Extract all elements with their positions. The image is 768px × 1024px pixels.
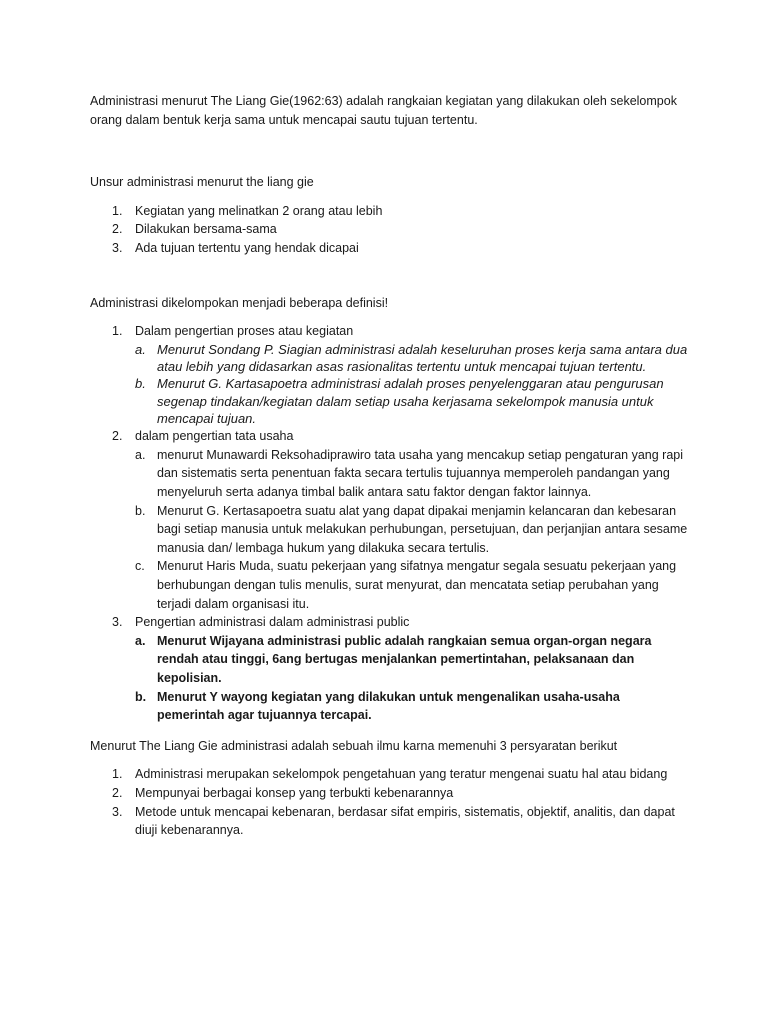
sublist-item-text: Menurut G. Kartasapoetra administrasi adalah proses penyelenggaran atau pengurusan segenap tindakan/kegiatan dalam setiap usaha kerjasama sekelompok manusia untuk mencapai tujuan. [157, 376, 664, 426]
unsur-list [90, 202, 690, 258]
sublist-item [135, 632, 690, 688]
list-item [90, 784, 690, 803]
sublist-public [135, 632, 690, 725]
list-item [90, 202, 690, 221]
document-page [90, 92, 690, 840]
sublist-item-text: Menurut Haris Muda, suatu pekerjaan yang sifatnya mengatur segala sesuatu pekerjaan yang berhubungan dengan tulis menulis, surat menyurat, dan mencatata setiap perubahan yang terjadi dalam organisasi itu. [157, 559, 677, 611]
unsur-heading: Unsur administrasi menurut the liang gie [90, 175, 314, 190]
list-number: 1. [112, 324, 123, 339]
list-item-text: dalam pengertian tata usaha [135, 429, 294, 444]
ilmu-list [90, 765, 690, 839]
list-item-text: Metode untuk mencapai kebenaran, berdasar sifat empiris, sistematis, objektif, analitis, dan dapat diuji kebenarannya. [135, 804, 675, 838]
sublist-item-text: Menurut Y wayong kegiatan yang dilakukan untuk mengenalikan usaha-usaha pemerintah agar tujuannya tercapai. [157, 689, 620, 723]
list-item-text: Mempunyai berbagai konsep yang terbukti kebenarannya [135, 785, 454, 800]
sublist-letter: a. [135, 633, 146, 648]
list-number: 3. [112, 240, 123, 255]
list-number: 1. [112, 203, 123, 218]
sublist-item [135, 557, 690, 613]
list-item-text: Kegiatan yang melinatkan 2 orang atau lebih [135, 203, 383, 218]
sublist-item [135, 341, 690, 376]
sublist-item [135, 502, 690, 558]
sublist-letter: c. [135, 559, 145, 574]
sublist-item [135, 375, 690, 427]
list-item-text: Dalam pengertian proses atau kegiatan [135, 324, 354, 339]
list-item [90, 239, 690, 258]
list-item-text: Ada tujuan tertentu yang hendak dicapai [135, 240, 359, 255]
list-number: 3. [112, 804, 123, 819]
sublist-item [135, 688, 690, 725]
list-number: 3. [112, 615, 123, 630]
sublist-item [135, 446, 690, 502]
sublist-letter: a. [135, 341, 146, 357]
sublist-item-text: Menurut G. Kertasapoetra suatu alat yang dapat dipakai menjamin kelancaran dan kebesaran bagi setiap manusia untuk melakukan perhubungan, persetujuan, dan perjanjian antara sesame manusia dan/ lembaga hukum yang dilakuka secara tertulis. [157, 503, 688, 555]
sublist-item-text: menurut Munawardi Reksohadiprawiro tata usaha yang mencakup setiap pengaturan yang rapi dan sistematis serta penentuan fakta secara tertulis tujuannya memperoleh pandangan yang menyeluruh serta adanya timbal balik antara satu faktor dengan faktor lainnya. [157, 447, 684, 500]
sublist-letter: a. [135, 447, 146, 462]
list-number: 2. [112, 429, 123, 444]
list-item [90, 613, 690, 725]
list-item [90, 803, 690, 840]
sublist-item-text: Menurut Wijayana administrasi public adalah rangkaian semua organ-organ negara rendah atau tinggi, 6ang bertugas menjalankan pemertintahan, pelaksanaan dan kepolisian. [157, 633, 652, 685]
list-item [90, 220, 690, 239]
list-item-text: Dilakukan bersama-sama [135, 222, 277, 237]
sublist-letter: b. [135, 503, 146, 518]
list-item [90, 322, 690, 427]
sublist-letter: b. [135, 376, 146, 392]
list-number: 1. [112, 767, 123, 782]
list-number: 2. [112, 222, 123, 237]
definisi-heading: Administrasi dikelompokan menjadi beberapa definisi! [90, 295, 389, 310]
sublist-tata-usaha [135, 446, 690, 613]
list-item [90, 765, 690, 784]
list-item-text: Administrasi merupakan sekelompok pengetahuan yang teratur mengenai suatu hal atau bidang [135, 767, 668, 782]
sublist-proses [135, 341, 690, 427]
list-item [90, 427, 690, 613]
definisi-list [90, 322, 690, 725]
list-item-text: Pengertian administrasi dalam administrasi public [135, 615, 410, 630]
sublist-item-text: Menurut Sondang P. Siagian administrasi adalah keseluruhan proses kerja sama antara dua atau lebih yang didasarkan asas rasionalitas tertentu untuk mencapai tujuan tertentu. [157, 341, 688, 375]
ilmu-heading: Menurut The Liang Gie administrasi adalah sebuah ilmu karna memenuhi 3 persyaratan berikut [90, 738, 618, 753]
list-number: 2. [112, 785, 123, 800]
sublist-letter: b. [135, 689, 147, 704]
intro-paragraph: Administrasi menurut The Liang Gie(1962:63) adalah rangkaian kegiatan yang dilakukan oleh sekelompok orang dalam bentuk kerja sama untuk mencapai sautu tujuan tertentu. [90, 94, 677, 127]
